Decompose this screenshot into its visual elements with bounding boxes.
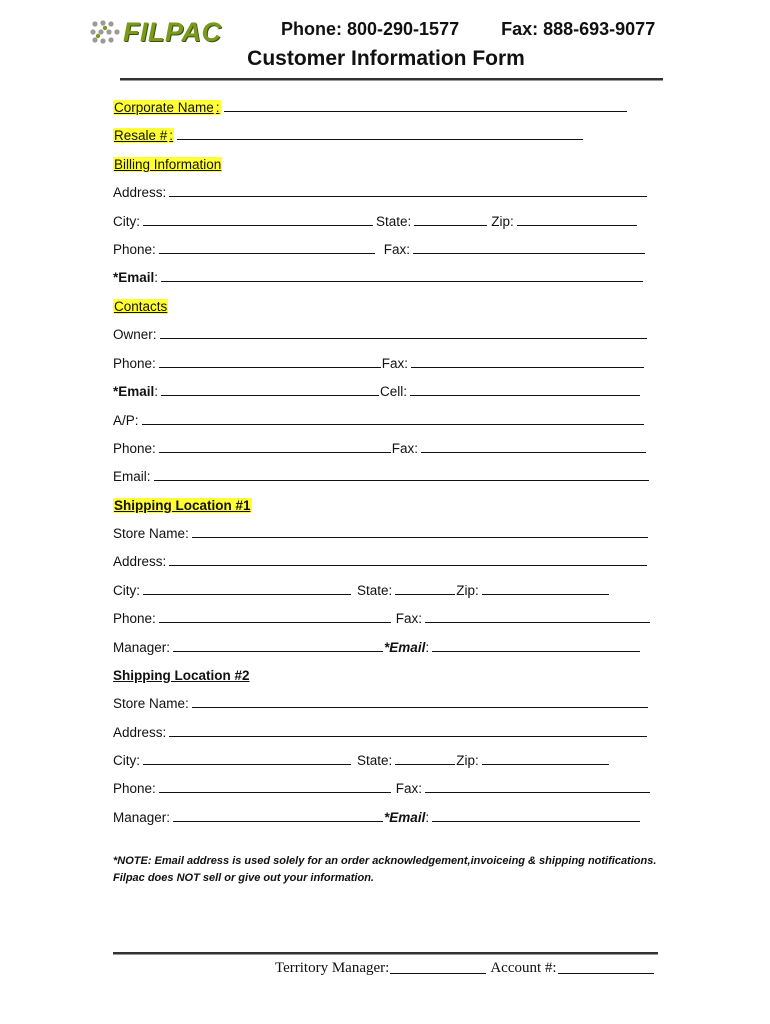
ap-phone-row — [113, 436, 646, 456]
privacy-note — [113, 853, 673, 887]
shipping2-phone-field[interactable] — [159, 792, 391, 793]
shipping1-city-field[interactable] — [143, 594, 351, 595]
header-contact — [281, 19, 655, 40]
billing-email-row: *Email: — [113, 265, 643, 285]
billing-city-label: City: — [113, 214, 140, 229]
contacts-phone-field[interactable] — [159, 367, 381, 368]
ap-email-label: Email: — [113, 469, 151, 484]
owner-row — [113, 322, 647, 342]
contacts-fax-label: Fax: — [381, 356, 409, 371]
shipping2-phone-label: Phone: — [113, 781, 156, 796]
contacts-heading-row — [113, 294, 168, 314]
territory-manager-label: Territory Manager: — [275, 960, 390, 976]
billing-address-label: Address: — [113, 185, 167, 200]
ap-email-row — [113, 464, 649, 484]
billing-state-label: State: — [376, 214, 412, 229]
shipping1-city-label: City: — [113, 583, 140, 598]
shipping1-fax-field[interactable] — [425, 622, 650, 623]
shipping1-manager-field[interactable] — [173, 651, 383, 652]
resale-row: Resale # : — [113, 123, 583, 143]
shipping1-store-row — [113, 521, 648, 541]
shipping2-store-label: Store Name: — [113, 696, 189, 711]
shipping1-zip-field[interactable] — [482, 594, 609, 595]
logo-text: FILPAC — [123, 16, 222, 47]
shipping2-fax-label: Fax: — [395, 781, 423, 796]
billing-state-field[interactable] — [414, 225, 487, 226]
logo-dots-icon — [90, 19, 120, 45]
shipping2-email-label: *Email — [384, 810, 426, 825]
shipping1-phone-field[interactable] — [159, 622, 391, 623]
billing-zip-label: Zip: — [491, 214, 514, 229]
territory-manager-field[interactable] — [390, 973, 486, 974]
shipping2-store-row — [113, 691, 648, 711]
shipping2-manager-field[interactable] — [173, 821, 383, 822]
contacts-email-row: *Email: Cell: — [113, 379, 640, 399]
corporate-name-row: Corporate Name : — [113, 95, 627, 115]
billing-heading-row — [113, 152, 222, 172]
shipping1-heading: Shipping Location #1 — [114, 498, 251, 513]
shipping1-state-field[interactable] — [395, 594, 455, 595]
billing-email-label: *Email — [113, 270, 155, 285]
shipping1-address-row — [113, 549, 647, 569]
billing-city-row — [113, 209, 637, 229]
footer-divider — [113, 952, 658, 955]
shipping1-zip-label: Zip: — [456, 583, 479, 598]
shipping1-address-label: Address: — [113, 554, 167, 569]
contacts-cell-field[interactable] — [410, 395, 640, 396]
ap-fax-label: Fax: — [391, 441, 419, 456]
shipping2-address-row — [113, 720, 647, 740]
privacy-note-line2: Filpac does NOT sell or give out your information. — [113, 872, 374, 884]
account-label: Account #: — [490, 960, 557, 976]
header-phone: Phone: 800-290-1577 — [281, 19, 460, 39]
billing-address-field[interactable] — [169, 196, 647, 197]
page-title-text: Customer Information Form — [247, 47, 525, 70]
shipping1-state-label: State: — [357, 583, 393, 598]
contacts-email-field[interactable] — [161, 395, 379, 396]
contacts-email-label: *Email — [113, 384, 155, 399]
shipping2-state-label: State: — [357, 753, 393, 768]
ap-field[interactable] — [142, 424, 644, 425]
resale-label: Resale # — [114, 128, 168, 143]
shipping2-store-field[interactable] — [192, 707, 648, 708]
shipping2-manager-label: Manager: — [113, 810, 171, 825]
owner-field[interactable] — [160, 338, 647, 339]
billing-heading: Billing Information — [114, 157, 222, 172]
shipping1-manager-row: Manager: *Email: — [113, 635, 640, 655]
contacts-phone-label: Phone: — [113, 356, 156, 371]
ap-row — [113, 408, 644, 428]
ap-phone-label: Phone: — [113, 441, 156, 456]
filpac-logo — [90, 16, 222, 48]
shipping2-address-field[interactable] — [169, 736, 647, 737]
billing-phone-label: Phone: — [113, 242, 156, 257]
billing-address-row — [113, 180, 647, 200]
billing-zip-field[interactable] — [517, 225, 637, 226]
shipping1-store-label: Store Name: — [113, 526, 189, 541]
ap-label: A/P: — [113, 413, 139, 428]
shipping1-email-field[interactable] — [432, 651, 640, 652]
ap-email-field[interactable] — [154, 480, 649, 481]
contacts-heading: Contacts — [114, 299, 168, 314]
shipping1-phone-label: Phone: — [113, 611, 156, 626]
shipping2-zip-label: Zip: — [456, 753, 479, 768]
corporate-name-field[interactable] — [224, 111, 627, 112]
account-field[interactable] — [558, 973, 654, 974]
shipping2-city-field[interactable] — [143, 764, 351, 765]
shipping2-zip-field[interactable] — [482, 764, 609, 765]
corporate-name-label: Corporate Name — [114, 100, 214, 115]
resale-field[interactable] — [177, 139, 583, 140]
shipping2-address-label: Address: — [113, 725, 167, 740]
shipping2-city-label: City: — [113, 753, 140, 768]
ap-fax-field[interactable] — [421, 452, 646, 453]
billing-phone-field[interactable] — [159, 253, 375, 254]
footer — [275, 960, 654, 977]
shipping1-store-field[interactable] — [192, 537, 648, 538]
shipping2-manager-row: Manager: *Email: — [113, 805, 640, 825]
ap-phone-field[interactable] — [159, 452, 391, 453]
shipping1-city-row — [113, 578, 609, 598]
shipping2-city-row — [113, 748, 609, 768]
shipping2-email-field[interactable] — [432, 821, 640, 822]
shipping2-fax-field[interactable] — [425, 792, 650, 793]
contacts-phone-row — [113, 351, 644, 371]
billing-email-field[interactable] — [161, 281, 643, 282]
billing-fax-label: Fax: — [383, 242, 411, 257]
contacts-cell-label: Cell: — [380, 384, 408, 399]
shipping2-heading-row — [113, 663, 250, 683]
privacy-note-line1: *NOTE: Email address is used solely for an order acknowledgement,invoiceing & shipping notifications. — [113, 855, 657, 867]
billing-phone-row — [113, 237, 645, 257]
shipping1-phone-row — [113, 606, 650, 626]
shipping1-heading-row — [113, 493, 252, 513]
shipping1-address-field[interactable] — [169, 565, 647, 566]
shipping2-heading: Shipping Location #2 — [113, 668, 250, 683]
header-fax: Fax: 888-693-9077 — [501, 19, 656, 39]
billing-city-field[interactable] — [143, 225, 373, 226]
shipping1-email-label: *Email — [384, 640, 426, 655]
shipping2-state-field[interactable] — [395, 764, 455, 765]
contacts-fax-field[interactable] — [411, 367, 644, 368]
page-title — [0, 47, 770, 71]
header-divider — [120, 78, 663, 81]
shipping2-phone-row — [113, 776, 650, 796]
owner-label: Owner: — [113, 327, 157, 342]
shipping1-fax-label: Fax: — [395, 611, 423, 626]
billing-fax-field[interactable] — [413, 253, 645, 254]
shipping1-manager-label: Manager: — [113, 640, 171, 655]
